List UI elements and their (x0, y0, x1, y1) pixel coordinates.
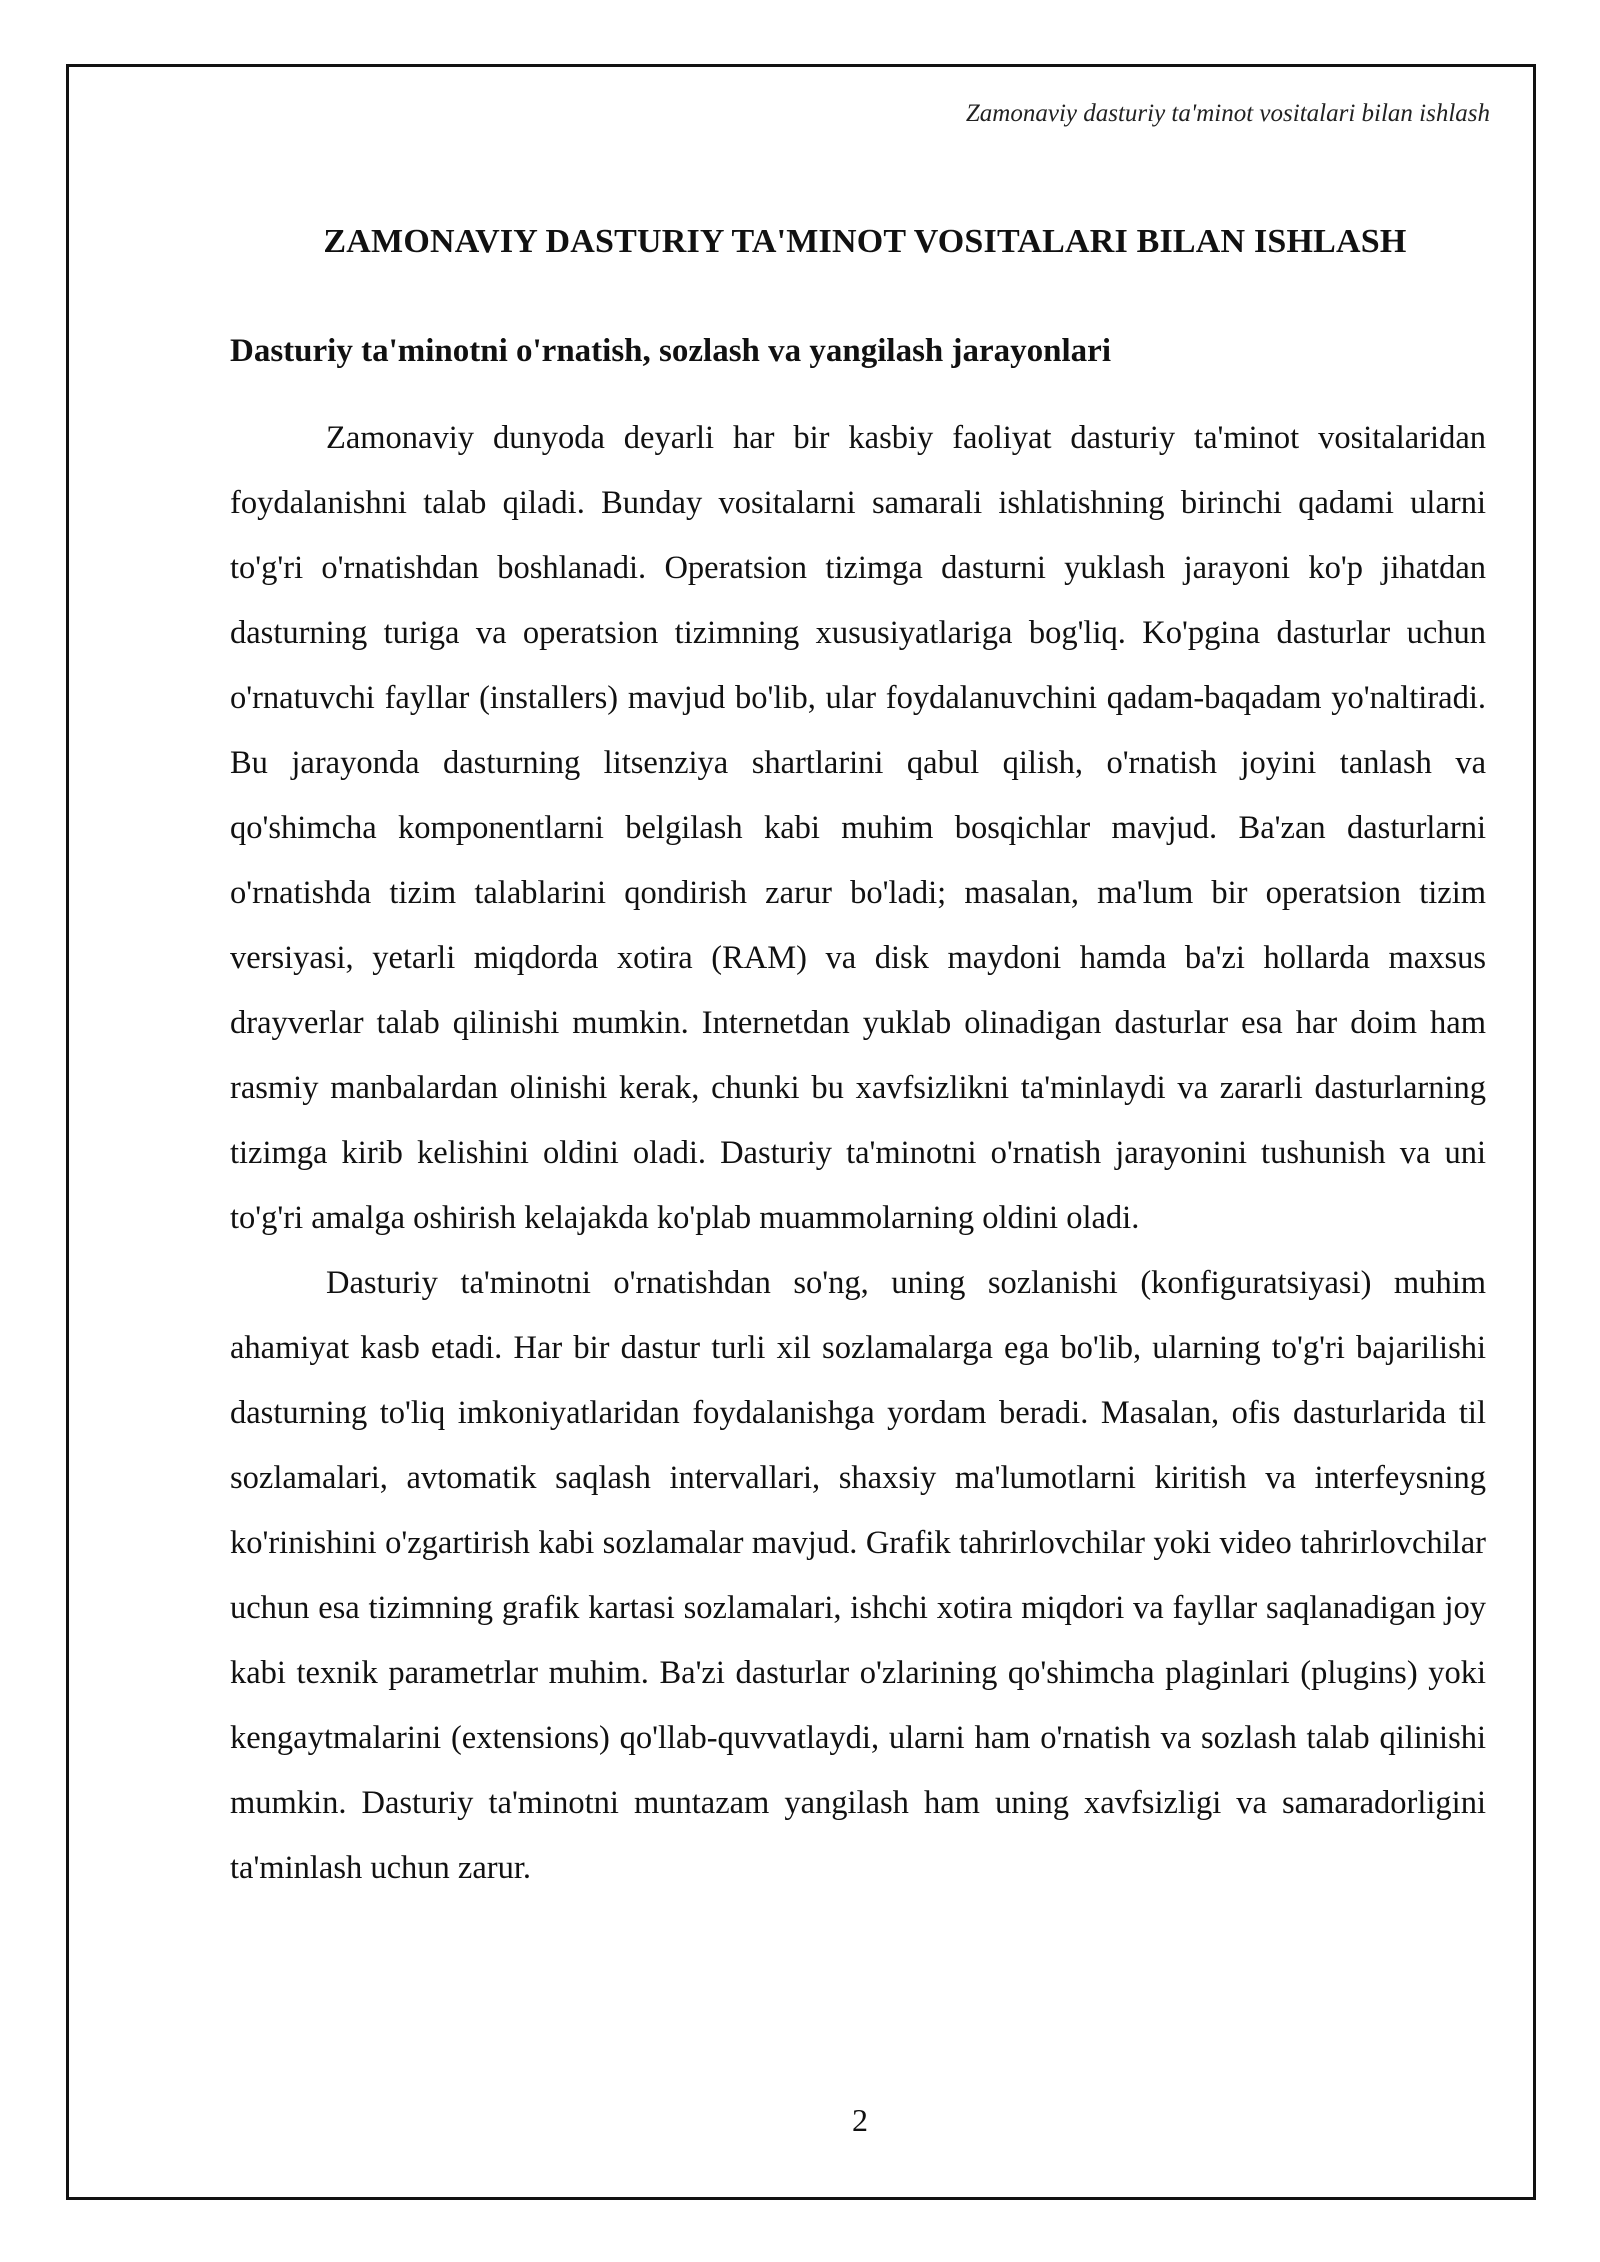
running-header: Zamonaviy dasturiy ta'minot vositalari bilan ishlash (965, 100, 1490, 127)
document-title: ZAMONAVIY DASTURIY TA'MINOT VOSITALARI BILAN ISHLASH (323, 223, 1407, 260)
body-text (230, 406, 1486, 1901)
paragraph: Zamonaviy dunyoda deyarli har bir kasbiy faoliyat dasturiy ta'minot vositalaridan foydalanishni talab qiladi. Bunday vositalarni samarali ishlatishning birinchi qadami ularni to'g'ri o'rnatishdan boshlanadi. Operatsion tizimga dasturni yuklash jarayoni ko'p jihatdan dasturning turiga va operatsion tizimning xususiyatlariga bog'liq. Ko'pgina dasturlar uchun o'rnatuvchi fayllar (installers) mavjud bo'lib, ular foydalanuvchini qadam-baqadam yo'naltiradi. Bu jarayonda dasturning litsenziya shartlarini qabul qilish, o'rnatish joyini tanlash va qo'shimcha komponentlarni belgilash kabi muhim bosqichlar mavjud. Ba'zan dasturlarni o'rnatishda tizim talablarini qondirish zarur bo'ladi; masalan, ma'lum bir operatsion tizim versiyasi, yetarli miqdorda xotira (RAM) va disk maydoni hamda ba'zi hollarda maxsus drayverlar talab qilinishi mumkin. Internetdan yuklab olinadigan dasturlar esa har doim ham rasmiy manbalardan olinishi kerak, chunki bu xavfsizlikni ta'minlaydi va zararli dasturlarning tizimga kirib kelishini oldini oladi. Dasturiy ta'minotni o'rnatish jarayonini tushunish va uni to'g'ri amalga oshirish kelajakda ko'plab muammolarning oldini oladi. (230, 420, 1486, 1236)
page-number: 2 (852, 2102, 868, 2138)
paragraph: Dasturiy ta'minotni o'rnatishdan so'ng, uning sozlanishi (konfiguratsiyasi) muhim ahamiyat kasb etadi. Har bir dastur turli xil sozlamalarga ega bo'lib, ularning to'g'ri bajarilishi dasturning to'liq imkoniyatlaridan foydalanishga yordam beradi. Masalan, ofis dasturlarida til sozlamalari, avtomatik saqlash intervallari, shaxsiy ma'lumotlarni kiritish va interfeysning ko'rinishini o'zgartirish kabi sozlamalar mavjud. Grafik tahrirlovchilar yoki video tahrirlovchilar uchun esa tizimning grafik kartasi sozlamalari, ishchi xotira miqdori va fayllar saqlanadigan joy kabi texnik parametrlar muhim. Ba'zi dasturlar o'zlarining qo'shimcha plaginlari (plugins) yoki kengaytmalarini (extensions) qo'llab-quvvatlaydi, ularni ham o'rnatish va sozlash talab qilinishi mumkin. Dasturiy ta'minotni muntazam yangilash ham uning xavfsizligi va samaradorligini ta'minlash uchun zarur. (230, 1265, 1486, 1886)
section-heading: Dasturiy ta'minotni o'rnatish, sozlash va yangilash jarayonlari (230, 333, 1111, 369)
